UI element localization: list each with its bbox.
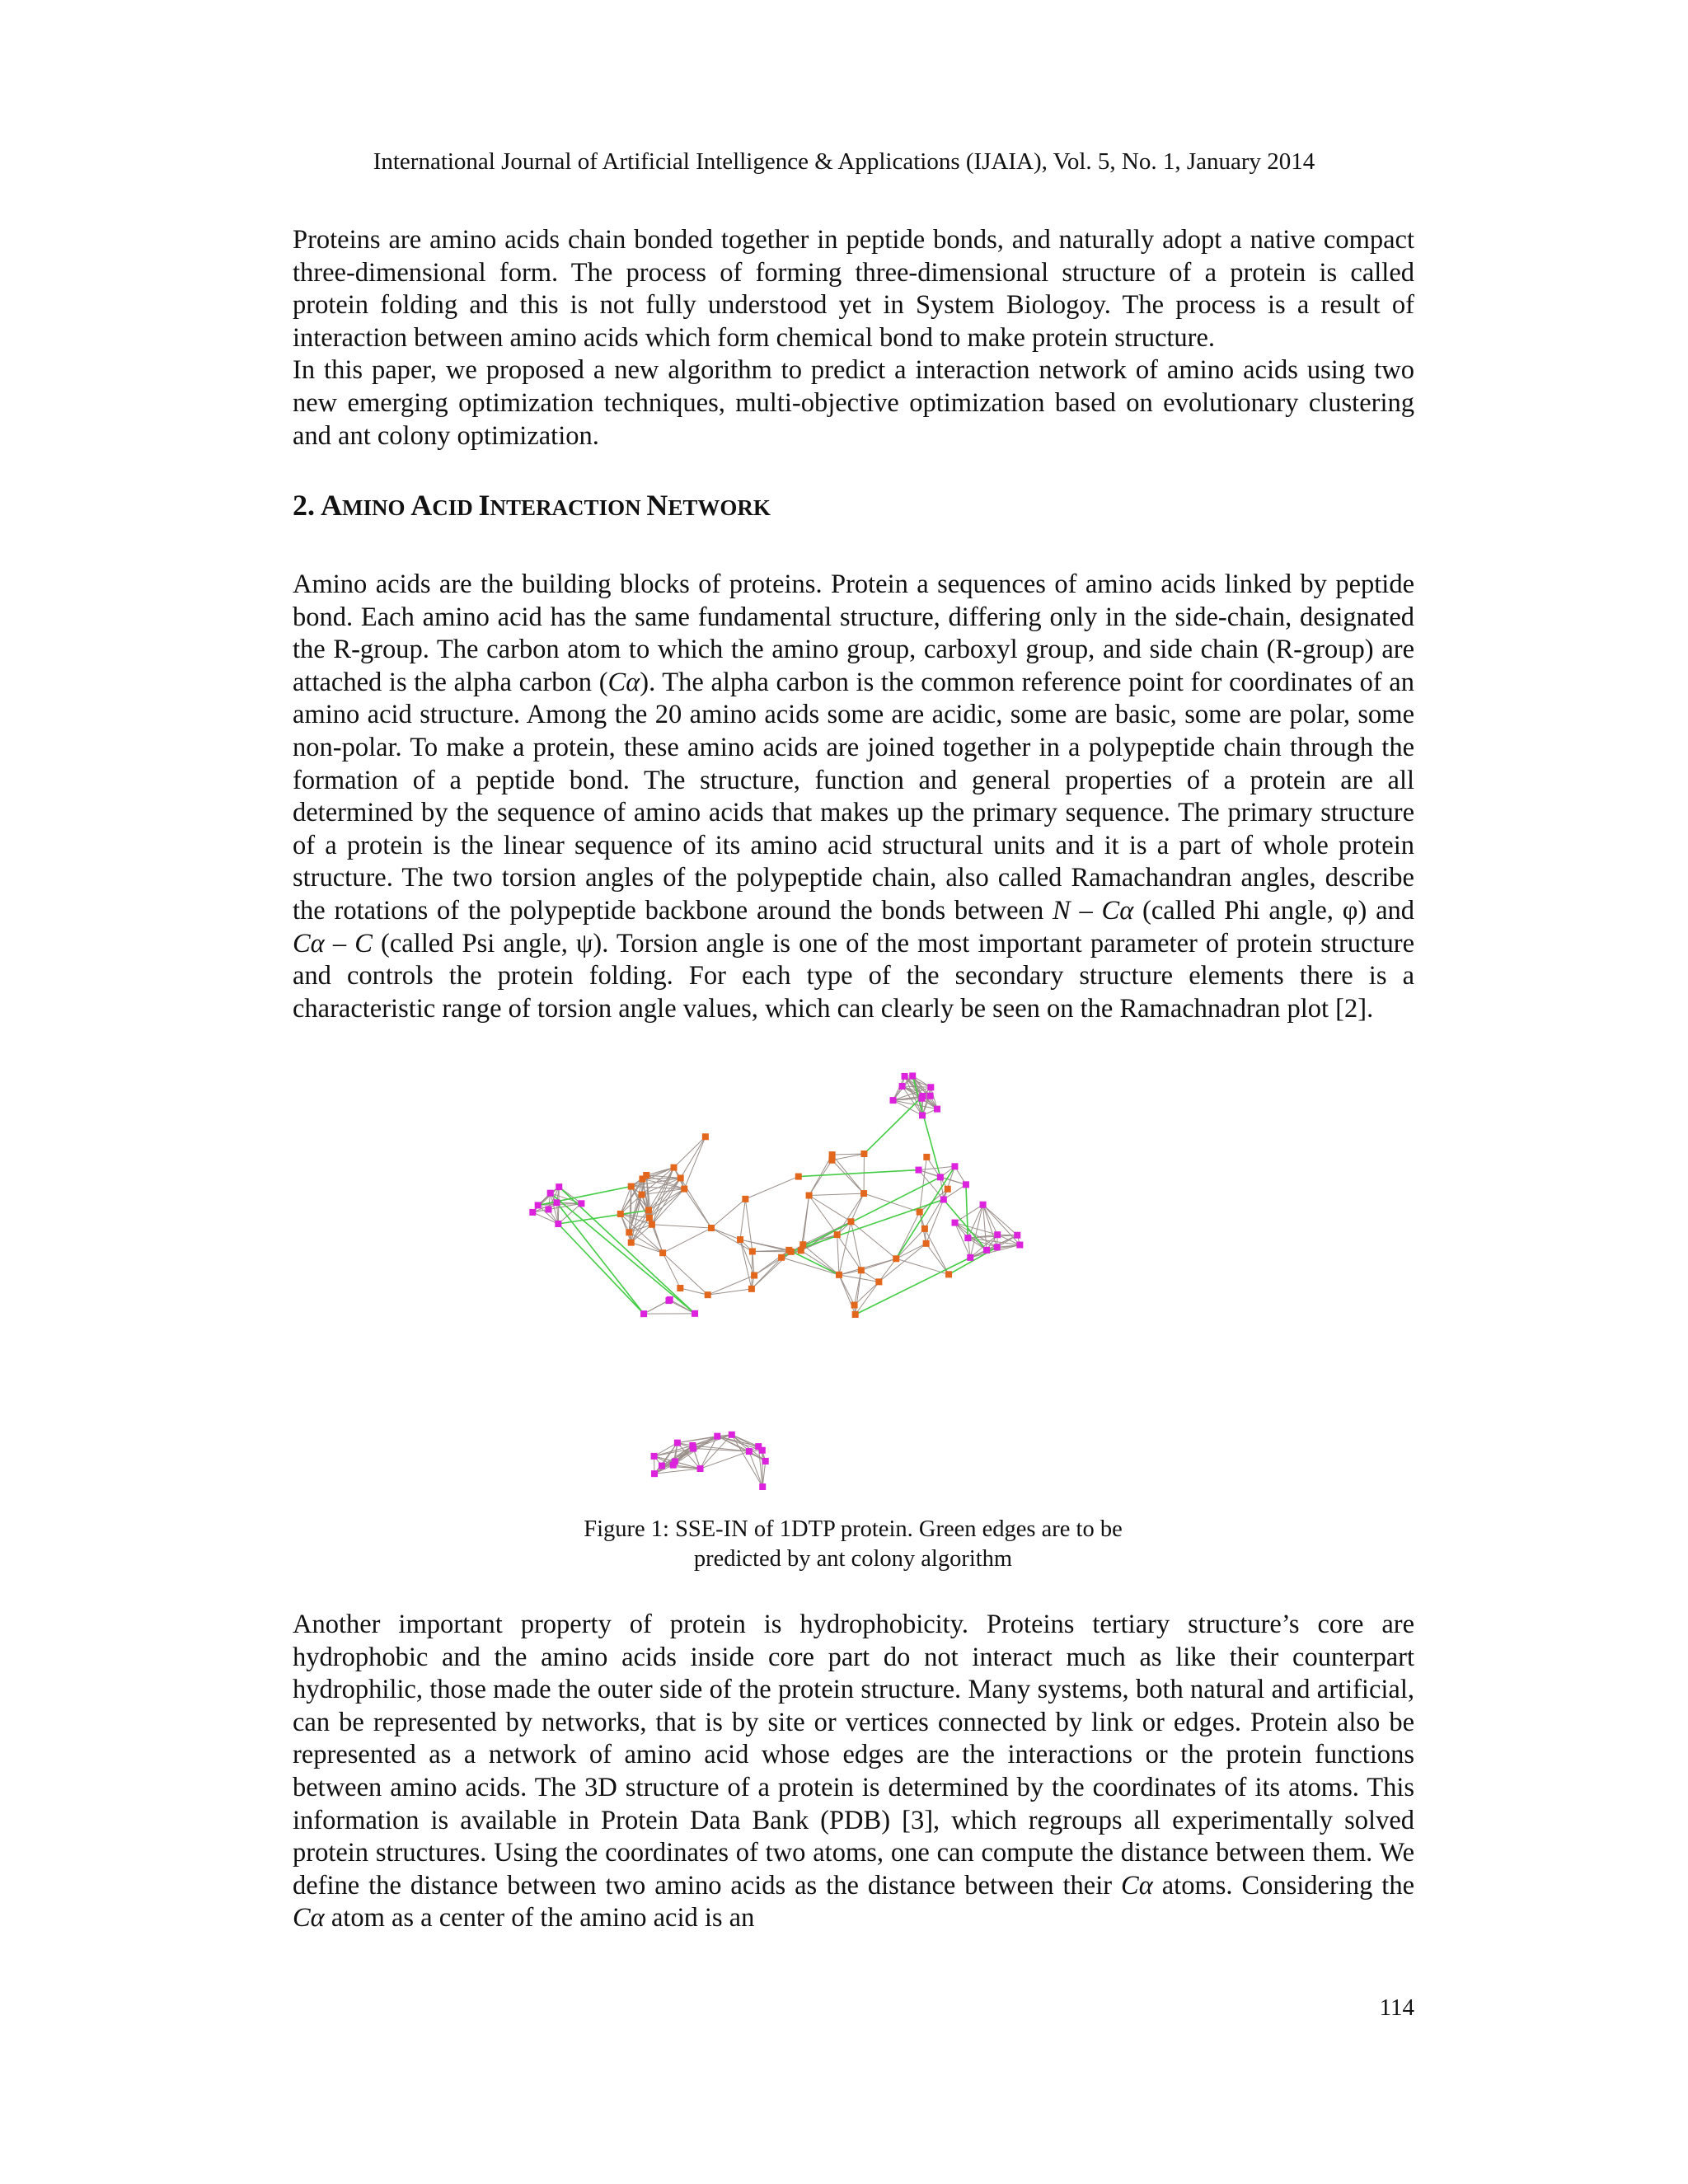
interaction-edge	[663, 1253, 680, 1288]
amino-acid-node	[919, 1112, 926, 1118]
amino-acid-node	[705, 1291, 711, 1298]
amino-acid-node	[529, 1209, 536, 1216]
interaction-edge	[652, 1178, 681, 1224]
interaction-edge	[864, 1193, 920, 1212]
amino-acid-node	[554, 1199, 560, 1206]
amino-acid-node	[646, 1215, 653, 1221]
amino-acid-node	[755, 1443, 762, 1450]
interaction-edge	[809, 1193, 864, 1195]
amino-acid-node	[749, 1248, 756, 1254]
amino-acid-node	[681, 1186, 687, 1193]
amino-acid-node	[674, 1440, 681, 1446]
amino-acid-node	[902, 1073, 908, 1080]
interaction-edge	[893, 1100, 922, 1115]
amino-acid-node	[952, 1220, 959, 1226]
interaction-edge	[919, 1166, 955, 1169]
amino-acid-node	[851, 1302, 858, 1309]
amino-acid-node	[702, 1133, 709, 1140]
amino-acid-node	[651, 1470, 658, 1477]
amino-acid-node	[692, 1310, 698, 1317]
interaction-edge	[896, 1229, 925, 1258]
amino-acid-node	[940, 1196, 947, 1202]
interaction-edge	[839, 1275, 856, 1315]
amino-acid-node	[649, 1221, 655, 1228]
interaction-edge	[839, 1258, 896, 1275]
amino-acid-node	[667, 1296, 673, 1303]
interaction-edge	[652, 1225, 711, 1228]
amino-acid-node	[964, 1235, 971, 1241]
amino-acid-node	[994, 1231, 1001, 1238]
amino-acid-node	[671, 1165, 678, 1171]
amino-acid-node	[860, 1190, 867, 1197]
interaction-edge	[684, 1137, 706, 1188]
intro-paragraph-2: In this paper, we proposed a new algorithm to predict a interaction network of amino acids using two new emerging optimization techniques, multi-objective optimization based on evolutionary clustering and ant colony optimization.	[293, 355, 1414, 451]
amino-acid-node	[714, 1433, 720, 1440]
amino-acid-node	[697, 1465, 704, 1472]
amino-acid-node	[923, 1240, 930, 1247]
amino-acid-node	[927, 1093, 934, 1099]
section-2-paragraph-1: Amino acids are the building blocks of proteins. Protein a sequences of amino acids linked by peptide bond. Each amino acid has the same fundamental structure, differing only in the side-chain, designated the R-group. The carbon atom to which the amino group, carboxyl group, and side chain (R-group) are attached is the alpha carbon (Cα). The alpha carbon is the common reference point for coordinates of an amino acid structure. Among the 20 amino acids some are acidic, some are basic, some are polar, some non-polar. To make a protein, these amino acids are joined together in a polypeptide chain through the formation of a peptide bond. The structure, function and general properties of a protein are all determined by the sequence of amino acids that makes up the primary sequence. The primary structure of a protein is the linear sequence of its amino acid structural units and it is a part of whole protein structure. The two torsion angles of the polypeptide chain, also called Ramachandran angles, describe the rotations of the polypeptide backbone around the bonds between N – Cα (called Phi angle, φ) and Cα – C (called Psi angle, ψ). Torsion angle is one of the most important parameter of protein structure and controls the protein folding. For each type of the secondary structure elements there is a characteristic range of torsion angle values, which can clearly be seen on the Ramachnadran plot [2].	[293, 569, 1415, 1024]
section-2-paragraph-2: Another important property of protein is hydrophobicity. Proteins tertiary structure’s core are hydrophobic and the amino acids inside core part do not interact much as like their counterpart hydrophilic, those made the outer side of the protein structure. Many systems, both natural and artificial, can be represented by networks, that is by site or vertices connected by link or edges. Protein also be represented as a network of amino acid whose edges are the interactions or the protein functions between amino acids. The 3D structure of a protein is determined by the coordinates of its atoms. This information is available in Protein Data Bank (PDB) [3], which regroups all experimentally solved protein structures. Using the coordinates of two atoms, one can compute the distance between them. We define the distance between two amino acids as the distance between their Cα atoms. Considering the Cα atom as a center of the amino acid is an	[293, 1610, 1414, 1933]
interaction-edge	[983, 1205, 1020, 1245]
amino-acid-node	[806, 1193, 813, 1199]
interaction-edge	[711, 1228, 753, 1251]
amino-acid-node	[909, 1072, 916, 1079]
amino-acid-node	[617, 1211, 624, 1217]
amino-acid-node	[778, 1254, 785, 1261]
interaction-edge	[663, 1253, 708, 1295]
amino-acid-node	[899, 1083, 906, 1090]
amino-acid-node	[788, 1249, 795, 1255]
amino-acid-node	[708, 1225, 715, 1231]
interaction-edge	[801, 1250, 839, 1275]
amino-acid-node	[890, 1097, 897, 1104]
amino-acid-node	[535, 1202, 542, 1208]
amino-acid-node	[670, 1462, 677, 1469]
interaction-edge	[701, 1435, 732, 1469]
predicted-edge	[791, 1199, 944, 1251]
interaction-edge	[740, 1199, 745, 1240]
interaction-edge	[631, 1243, 663, 1254]
interaction-edge	[832, 1160, 864, 1193]
amino-acid-node	[737, 1236, 743, 1243]
amino-acid-node	[799, 1241, 806, 1248]
amino-acid-node	[628, 1183, 635, 1190]
interaction-edge	[809, 1196, 851, 1222]
amino-acid-node	[690, 1446, 696, 1452]
amino-acid-node	[556, 1183, 562, 1190]
section-number: 2.	[293, 489, 321, 522]
interaction-edge	[745, 1177, 798, 1199]
amino-acid-node	[927, 1084, 934, 1090]
amino-acid-node	[645, 1207, 652, 1213]
amino-acid-node	[945, 1271, 952, 1277]
amino-acid-node	[836, 1272, 842, 1278]
intro-paragraph-1: Proteins are amino acids chain bonded together in peptide bonds, and naturally adopt a native compact three-dimensional form. The process of forming three-dimensional structure of a protein is called protein folding and this is not fully understood yet in System Biologoy. The process is a result of interaction between amino acids which form chemical bond to make protein structure.	[293, 225, 1414, 353]
amino-acid-node	[893, 1255, 899, 1262]
interaction-edge	[944, 1166, 955, 1199]
amino-acid-node	[963, 1181, 969, 1188]
interaction-edge	[970, 1205, 982, 1258]
amino-acid-node	[751, 1272, 757, 1278]
amino-acid-node	[951, 1163, 958, 1169]
interaction-edge	[809, 1196, 837, 1235]
interaction-edge	[711, 1199, 745, 1228]
amino-acid-node	[626, 1229, 632, 1235]
amino-acid-node	[921, 1226, 928, 1232]
amino-acid-node	[748, 1286, 755, 1292]
interaction-edge	[740, 1240, 791, 1252]
amino-acid-node	[547, 1190, 554, 1197]
interaction-edge	[681, 1178, 711, 1228]
amino-acid-node	[640, 1310, 647, 1317]
interaction-edge	[752, 1252, 791, 1289]
amino-acid-node	[860, 1151, 867, 1157]
running-head: International Journal of Artificial Intelligence & Applications (IJAIA), Vol. 5, No. 1, January 2014	[373, 148, 1315, 175]
interaction-edge	[745, 1199, 753, 1252]
amino-acid-node	[742, 1196, 748, 1202]
amino-acid-node	[847, 1218, 854, 1225]
predicted-edge	[799, 1170, 919, 1177]
amino-acid-node	[937, 1174, 944, 1180]
amino-acid-node	[651, 1453, 658, 1460]
amino-acid-node	[639, 1192, 645, 1198]
amino-acid-node	[1016, 1241, 1023, 1248]
amino-acid-node	[746, 1448, 753, 1455]
amino-acid-node	[934, 1106, 940, 1113]
amino-acid-node	[919, 1093, 926, 1099]
amino-acid-node	[798, 1247, 804, 1254]
amino-acid-node	[994, 1244, 1001, 1250]
amino-acid-node	[546, 1206, 552, 1212]
amino-acid-node	[628, 1240, 635, 1246]
amino-acid-node	[916, 1167, 922, 1174]
amino-acid-node	[659, 1249, 666, 1256]
figure-caption: Figure 1: SSE-IN of 1DTP protein. Green edges are to be predicted by ant colony algorithm	[584, 1516, 1123, 1572]
amino-acid-node	[643, 1172, 649, 1179]
interaction-edge	[803, 1196, 809, 1245]
interaction-edge	[711, 1228, 740, 1240]
section-heading: 2. AMINO ACID INTERACTION NETWORK	[293, 489, 771, 522]
amino-acid-node	[578, 1200, 584, 1207]
amino-acid-node	[795, 1174, 802, 1180]
protein-network-figure	[511, 1070, 1203, 1498]
amino-acid-node	[659, 1462, 665, 1469]
amino-acid-node	[677, 1285, 683, 1291]
interaction-edge	[762, 1461, 766, 1487]
amino-acid-node	[762, 1458, 769, 1465]
amino-acid-node	[858, 1267, 865, 1273]
amino-acid-node	[829, 1151, 836, 1158]
amino-acid-node	[923, 1154, 930, 1160]
interaction-edge	[839, 1270, 861, 1275]
amino-acid-node	[980, 1202, 987, 1208]
amino-acid-node	[729, 1432, 735, 1438]
amino-acid-node	[917, 1209, 923, 1216]
amino-acid-node	[678, 1174, 684, 1181]
amino-acid-node	[983, 1247, 990, 1254]
intro-text	[293, 224, 1414, 452]
interaction-edge	[837, 1235, 839, 1275]
page-number: 114	[1379, 1994, 1414, 2021]
predicted-edge	[864, 1096, 922, 1154]
amino-acid-node	[759, 1483, 766, 1490]
amino-acid-node	[852, 1311, 859, 1318]
interaction-edge	[663, 1228, 711, 1253]
amino-acid-node	[1014, 1232, 1020, 1239]
amino-acid-node	[967, 1254, 973, 1261]
amino-acid-node	[834, 1231, 841, 1238]
amino-acid-node	[945, 1186, 951, 1193]
amino-acid-node	[875, 1278, 882, 1285]
interaction-edge	[925, 1229, 949, 1274]
amino-acid-node	[555, 1221, 561, 1227]
